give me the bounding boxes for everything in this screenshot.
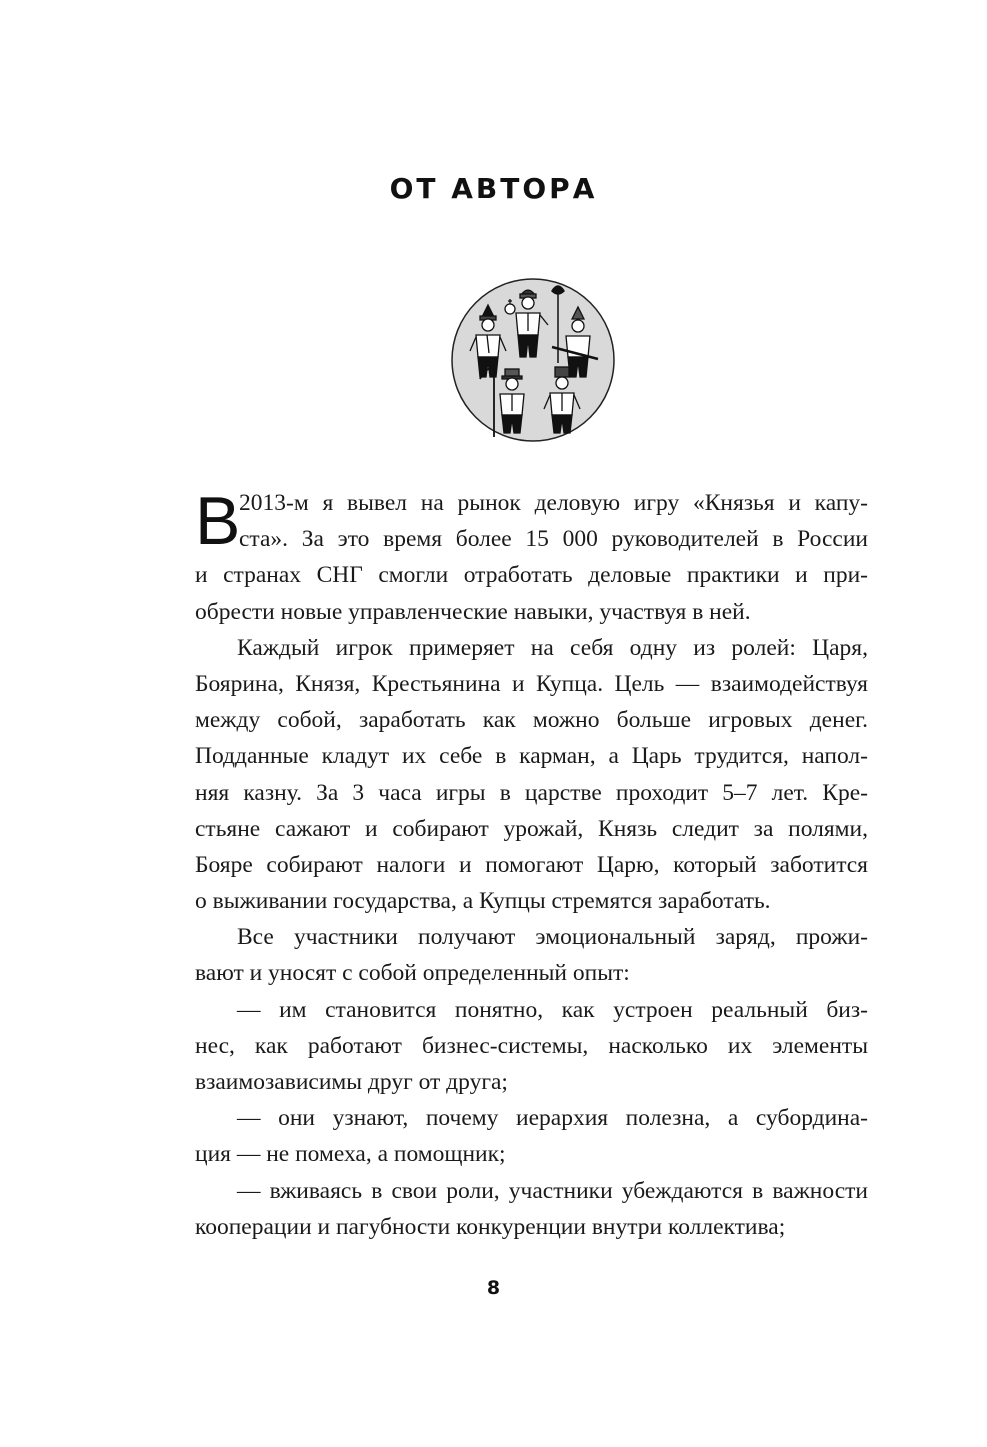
text-line: 2013-м я вывел на рынок деловую игру «Князья и капу- bbox=[239, 490, 868, 516]
text-line: о выживании государства, а Купцы стремятся заработать. bbox=[195, 888, 771, 915]
text-line: Бояре собирают налоги и помогают Царю, который заботится bbox=[195, 851, 868, 878]
text-line: — вживаясь в свои роли, участники убеждаются в важности bbox=[237, 1177, 868, 1204]
text-line: Все участники получают эмоциональный заряд, прожи- bbox=[237, 924, 868, 951]
text-line: Подданные кладут их себе в карман, а Царь трудится, напол- bbox=[195, 743, 868, 770]
list-item-1 bbox=[195, 992, 868, 1101]
text-line: — они узнают, почему иерархия полезна, а субордина- bbox=[237, 1105, 868, 1132]
list-item-3 bbox=[195, 1173, 868, 1245]
page-number: 8 bbox=[486, 1277, 501, 1299]
text-line: обрести новые управленческие навыки, участвуя в ней. bbox=[195, 598, 751, 625]
text-line: ция — не помеха, а помощник; bbox=[195, 1141, 506, 1168]
text-line: между собой, заработать как можно больше игровых денег. bbox=[195, 707, 868, 734]
text-line: нес, как работают бизнес-системы, насколько их элементы bbox=[195, 1032, 868, 1059]
chapter-title: ОТ АВТОРА bbox=[389, 172, 598, 205]
text-line: вают и уносят с собой определенный опыт: bbox=[195, 960, 630, 987]
characters-icon bbox=[450, 277, 616, 443]
text-line: стьяне сажают и собирают урожай, Князь следит за полями, bbox=[195, 815, 868, 842]
characters-illustration bbox=[450, 277, 616, 443]
text-line: — им становится понятно, как устроен реальный биз- bbox=[237, 996, 868, 1023]
text-line: няя казну. За 3 часа игры в царстве проходит 5–7 лет. Кре- bbox=[195, 779, 868, 806]
text-line: ста». За это время более 15 000 руководителей в России bbox=[239, 526, 868, 553]
text-line: кооперации и пагубности конкуренции внутри коллектива; bbox=[195, 1213, 786, 1240]
body-text bbox=[195, 485, 868, 1245]
text-line: и странах СНГ смогли отработать деловые практики и при- bbox=[195, 562, 868, 589]
text-line: взаимозависимы друг от друга; bbox=[195, 1069, 508, 1095]
text-line: Боярина, Князя, Крестьянина и Купца. Цель — взаимодействуя bbox=[195, 670, 868, 697]
paragraph-3 bbox=[195, 919, 868, 991]
paragraph-2 bbox=[195, 630, 868, 920]
paragraph-1 bbox=[195, 485, 868, 630]
drop-cap: В bbox=[195, 483, 241, 559]
text-line: Каждый игрок примеряет на себя одну из ролей: Царя, bbox=[237, 634, 868, 661]
list-item-2 bbox=[195, 1100, 868, 1172]
